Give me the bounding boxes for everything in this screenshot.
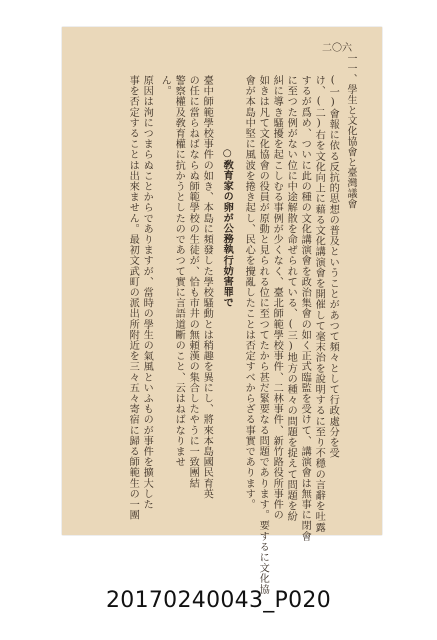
text-line: 糾に導き騷擾を起こしむる事例が少くなく、臺北師範學校事件、二林事件、新竹路役所事件の [271,75,283,521]
text-line: に至つた例がない位に中途解散を命ぜられている、(三)地方の種々の問題を捉えて問題を紛 [285,75,297,522]
text-line: 臺中師範學校事件の如き、本島に頻發した學校騷動とは稍趣を異にし、將來本島國民育英 [201,75,213,499]
text-line: するが爲め、ついに此の種の文化講演會を政治集會の如く正式臨監を受けて、講演會は無事に閉會 [299,75,311,542]
text-line: 會が本島中堅に風波を捲き起し、民心を攪亂したことは否定すべからざる事實であります。 [243,75,255,510]
image-id-caption: 20170240043_P020 [105,588,332,613]
text-line: ん。 [159,75,171,97]
text-line: 如きは凡て文化協會の役員が原動と見られる位に至つてたから甚だ緊要なる問題であります。要するに文化協 [257,75,269,595]
text-line: け、(二)右を文化向上に藉る文化講演會を開催して毫末治を說明するに至り不穩の言辭を吐露 [313,75,325,533]
text-line: 事を否定することは出來ません。最初文武町の派出所附近を三々五々寄宿に歸る師範生の一團 [127,75,139,521]
section-heading: 一一、學生と文化協會と臺灣議會 [345,53,356,209]
subheading: ○敎育家の卵が公務執行妨害罪で [221,147,234,308]
document-page [62,27,382,595]
page-number: 二〇六 [322,43,352,54]
text-line: 警察權及敎育權に抗かうとしたのであつて實に言語道斷のこと、云はねばなりませ [173,75,185,468]
text-line: (一)會報に依る反抗的思想の普及ということがあつて頻々として行政處分を受 [327,75,339,459]
text-line: 原因は洵につまらぬことからでありますが、當時の學生の氣風といふものが事件を擴大した [141,75,153,510]
text-line: の任に當らねばならぬ師範學校の生徒が、恰も市井の無頼漢の集合したやうに一致團結 [187,75,199,489]
